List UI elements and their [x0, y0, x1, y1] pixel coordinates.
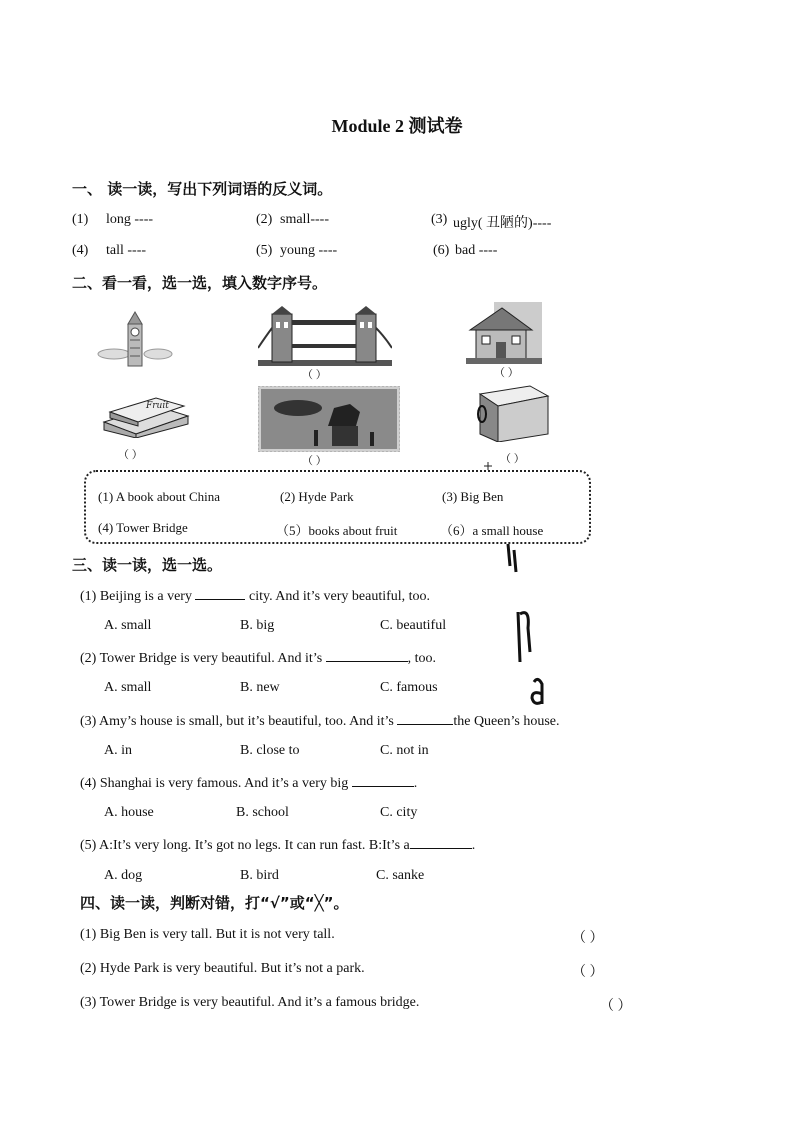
s2-option-4: (4) Tower Bridge [98, 520, 188, 535]
s3-q4-blank[interactable] [352, 774, 414, 787]
page-title: Module 2 测试卷 [331, 116, 463, 136]
s3-q3-blank[interactable] [397, 712, 453, 725]
s4-item-1-answer[interactable]: （ ） [572, 931, 604, 946]
s1-item-2-num: (2) [256, 212, 273, 227]
s3-q2-option-a: A. small [104, 680, 152, 695]
s2-option-1: (1) A book about China [98, 489, 221, 504]
s2-paren-fruit-books: （ ） [118, 449, 143, 461]
s3-q2-blank[interactable] [326, 649, 408, 662]
s3-q5-option-a: A. dog [104, 868, 143, 883]
s3-q1-option-b: B. big [240, 618, 275, 633]
s4-item-3: (3) Tower Bridge is very beautiful. And it’s a famous bridge. [80, 995, 420, 1010]
s3-q3-text-end: the Queen’s house. [453, 714, 560, 729]
fruit-books-picture [100, 392, 192, 438]
s2-option-3: (3) Big Ben [442, 489, 504, 504]
tower-bridge-picture [258, 306, 392, 366]
s2-paren-tower-bridge: （ ） [302, 369, 327, 381]
s3-q1-blank[interactable] [195, 587, 245, 600]
section-4-heading: 四、读一读，判断对错，打“√”或“╳”。 [80, 894, 349, 912]
s3-q3-option-b: B. close to [240, 743, 300, 758]
small-house-picture [466, 302, 542, 364]
s1-item-3-text: ugly( 丑陋的)---- [453, 216, 552, 231]
s3-q4-option-c: C. city [380, 805, 418, 820]
s3-q5-text-end: . [471, 838, 476, 853]
s2-option-6: （6）a small house [440, 523, 544, 538]
s3-q1-text: (1) Beijing is a very [80, 589, 196, 604]
s3-q5-option-c: C. sanke [376, 868, 425, 883]
s3-q2 [80, 649, 436, 667]
s3-q5-blank[interactable] [410, 836, 472, 849]
s3-q2-option-b: B. new [240, 680, 280, 695]
s1-item-5-text: young ---- [280, 243, 338, 258]
s1-item-6-text: bad ---- [455, 243, 498, 258]
s1-item-6-num: (6) [433, 243, 450, 258]
s3-q5-option-b: B. bird [240, 868, 279, 883]
s1-item-1-text: long ---- [106, 212, 154, 227]
stray-plus-mark [484, 462, 492, 470]
s3-q1-option-a: A. small [104, 618, 152, 633]
s2-paren-china-book: （ ） [500, 453, 525, 465]
s3-q4-option-a: A. house [104, 805, 154, 820]
s1-item-4-num: (4) [72, 243, 89, 258]
s3-q2-option-c: C. famous [380, 680, 438, 695]
s3-q1 [80, 587, 430, 605]
section-1-heading: 一、 读一读，写出下列词语的反义词。 [72, 180, 333, 198]
s3-q4-option-b: B. school [236, 805, 289, 820]
s1-item-1-num: (1) [72, 212, 89, 227]
s3-q1-option-c: C. beautiful [380, 618, 447, 633]
s1-item-5-num: (5) [256, 243, 273, 258]
s3-q3-option-a: A. in [104, 743, 132, 758]
s3-q2-text: (2) Tower Bridge is very beautiful. And it’s [80, 651, 326, 666]
s3-q4-text-end: . [413, 776, 418, 791]
s3-q4-text: (4) Shanghai is very famous. And it’s a very big [80, 776, 352, 791]
s4-item-2: (2) Hyde Park is very beautiful. But it’s not a park. [80, 961, 365, 976]
s3-q3-option-c: C. not in [380, 743, 429, 758]
s3-q5-text: (5) A:It’s very long. It’s got no legs. It can run fast. B:It’s a [80, 838, 410, 853]
s4-item-2-answer[interactable]: （ ） [572, 965, 604, 980]
s1-item-3-num: (3) [431, 212, 448, 227]
section-3-heading: 三、读一读，选一选。 [72, 556, 223, 574]
s2-option-5: （5）books about fruit [276, 523, 398, 538]
s3-q1-text-end: city. And it’s very beautiful, too. [245, 589, 431, 604]
big-ben-picture [96, 308, 174, 368]
china-book-picture [470, 384, 552, 442]
s2-paren-small-house: （ ） [494, 367, 519, 379]
fruit-cover-label: Fruit [146, 401, 169, 411]
s1-item-2-text: small---- [280, 212, 329, 227]
s3-q4 [80, 774, 417, 792]
section-2-heading: 二、看一看，选一选，填入数字序号。 [72, 274, 328, 292]
s2-paren-hyde-park: （ ） [302, 455, 327, 467]
s4-item-3-answer[interactable]: （ ） [600, 999, 632, 1014]
s2-option-2: (2) Hyde Park [280, 489, 354, 504]
hyde-park-picture [258, 386, 400, 452]
s3-q3 [80, 712, 560, 730]
s3-q2-text-end: , too. [407, 651, 437, 666]
s3-q5 [80, 836, 475, 854]
s3-q3-text: (3) Amy’s house is small, but it’s beautiful, too. And it’s [80, 714, 398, 729]
s1-item-4-text: tall ---- [106, 243, 147, 258]
s4-item-1: (1) Big Ben is very tall. But it is not very tall. [80, 927, 335, 942]
stray-scribble-marks [504, 542, 552, 708]
